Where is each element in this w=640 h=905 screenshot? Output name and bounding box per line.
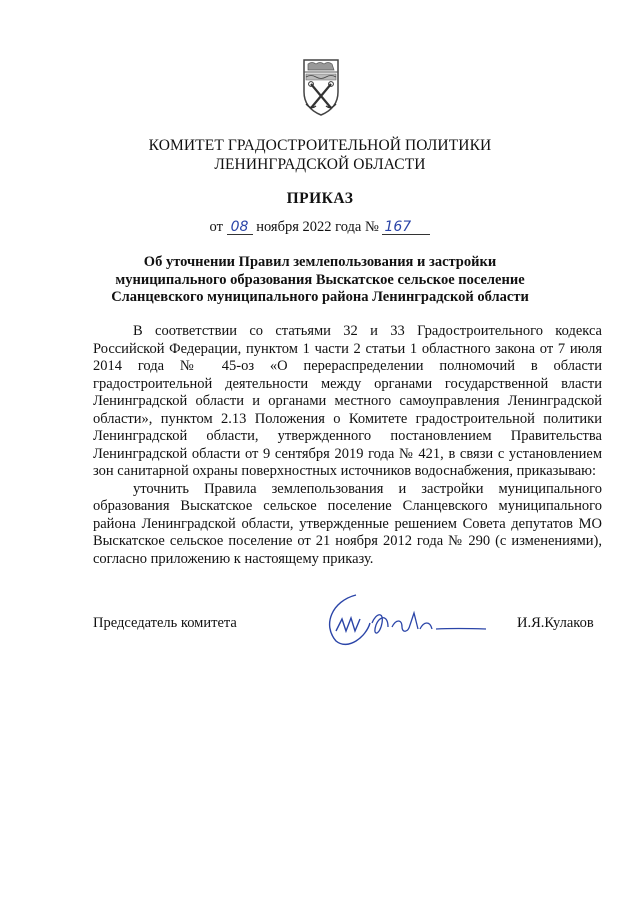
committee-name — [0, 136, 640, 174]
order-month-year: ноября 2022 года № — [256, 219, 379, 235]
handwritten-signature-icon — [318, 585, 488, 651]
subject-line-1: Об уточнении Правил землепользования и застройки — [143, 254, 497, 270]
signatory-position: Председатель комитета — [93, 615, 237, 631]
body-paragraph-2: уточнить Правила землепользования и застройки муниципального образования Выскатское сельское поселение Сланцевского муниципального района Ленинградской области, утвержденные решением Совета депутатов МО Выскатское сельское поселение от 21 ноября 2012 года № 290 (с изменениями), согласно приложению к настоящему приказу. — [93, 480, 602, 567]
order-body — [93, 323, 602, 568]
committee-line-2: ЛЕНИНГРАДСКОЙ ОБЛАСТИ — [214, 156, 426, 173]
order-day: 08 — [227, 220, 253, 235]
order-title: ПРИКАЗ — [286, 190, 354, 207]
order-number: 167 — [382, 220, 430, 235]
coat-of-arms-icon — [300, 58, 342, 118]
subject-line-2: муниципального образования Выскатское сельское поселение — [115, 271, 525, 288]
date-prefix: от — [209, 219, 223, 235]
signatory-name: И.Я.Кулаков — [517, 615, 594, 631]
subject-line-3: Сланцевского муниципального района Ленинградской области — [111, 289, 529, 305]
committee-line-1: КОМИТЕТ ГРАДОСТРОИТЕЛЬНОЙ ПОЛИТИКИ — [148, 137, 492, 154]
body-paragraph-1: В соответствии со статьями 32 и 33 Градостроительного кодекса Российской Федерации, пунктом 1 части 2 статьи 1 областного закона от 7 июля 2014 года № 45-оз «О перераспределении полномочий в области градостроительной деятельности между органами государственной власти Ленинградской области и органами местного самоуправления Ленинградской области», пунктом 2.13 Положения о Комитете градостроительной политики Ленинградской области, утвержденного постановлением Правительства Ленинградской области от 9 сентября 2019 года № 421, в связи с установлением зон санитарной охраны поверхностных источников водоснабжения, приказываю: — [93, 323, 602, 479]
order-date-line — [0, 219, 640, 236]
order-subject — [100, 254, 540, 307]
